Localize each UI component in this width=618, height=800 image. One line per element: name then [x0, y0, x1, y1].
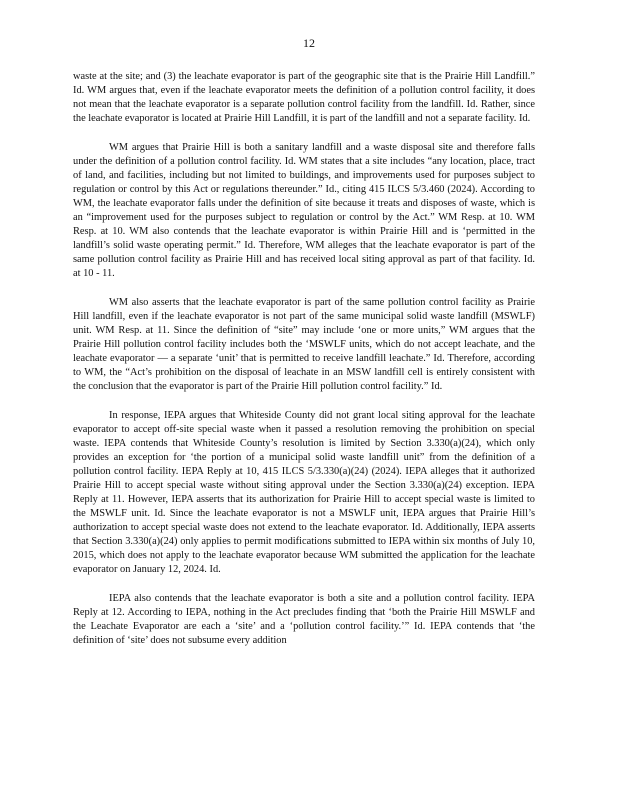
paragraph-5: IEPA also contends that the leachate evaporator is both a site and a pollution control facility. IEPA Reply at 12. According to IEPA, nothing in the Act precludes finding that ‘both the Prairie Hill MSWLF and the Leachate Evaporator are each a ‘site’ and a ‘pollution control facility.’” Id. IEPA contends that ‘the definition of ‘site’ does not subsume every addition: [73, 593, 535, 646]
paragraph-4: In response, IEPA argues that Whiteside County did not grant local siting approval for the leachate evaporator to accept off-site special waste when it passed a resolution removing the prohibition on special waste. IEPA contends that Whiteside County’s resolution is limited by Section 3.330(a)(24), which only provides an exception for ‘the portion of a municipal solid waste landfill unit” from the definition of a pollution control facility. IEPA Reply at 10, 415 ILCS 5/3.330(a)(24) (2024). IEPA alleges that it authorized Prairie Hill to accept special waste without siting approval under the Section 3.330(a)(24) exception. IEPA Reply at 11. However, IEPA asserts that its authorization for Prairie Hill to accept special waste is limited to the MSWLF unit. Id. Since the leachate evaporator is not a MSWLF unit, IEPA argues that Prairie Hill’s authorization to accept special waste does not extend to the leachate evaporator. Id. Additionally, IEPA asserts that Section 3.330(a)(24) only applies to permit modifications submitted to IEPA within six months of July 10, 2015, which does not apply to the leachate evaporator because WM submitted the application for the leachate evaporator on January 12, 2024. Id.: [73, 410, 535, 575]
page-number: 12: [303, 36, 315, 50]
paragraph-2: WM argues that Prairie Hill is both a sanitary landfill and a waste disposal site and therefore falls under the definition of a pollution control facility. Id. WM states that a site includes “any location, place, tract of land, and facilities, including but not limited to buildings, and improvements used for purposes subject to regulation or control by this Act or regulations thereunder.” Id., citing 415 ILCS 5/3.460 (2024). According to WM, the leachate evaporator falls under the definition of site because it treats and disposes of waste, which is an “improvement used for the purposes subject to regulation or control by the Act.” WM Resp. at 10. WM Resp. at 10. WM also contends that the leachate evaporator is within Prairie Hill and is ‘permitted in the landfill’s solid waste operating permit.” Id. Therefore, WM alleges that the leachate evaporator is part of the same pollution control facility as Prairie Hill and has received local siting approval as part of that facility. Id. at 10 - 11.: [73, 142, 535, 279]
body-text: [73, 70, 535, 648]
paragraph-1: waste at the site; and (3) the leachate evaporator is part of the geographic site that is the Prairie Hill Landfill.” Id. WM argues that, even if the leachate evaporator meets the definition of a pollution control facility, it does not mean that the leachate evaporator is a separate pollution control facility from the landfill. Id. Rather, since the leachate evaporator is located at Prairie Hill Landfill, it is part of the landfill and not a separate facility. Id.: [73, 71, 535, 124]
paragraph-3: WM also asserts that the leachate evaporator is part of the same pollution control facility as Prairie Hill landfill, even if the leachate evaporator is not part of the same municipal solid waste landfill (MSWLF) unit. WM Resp. at 11. Since the definition of “site” may include ‘one or more units,” WM argues that the Prairie Hill pollution control facility includes both the ‘MSWLF units, which do not accept leachate, and the leachate evaporator — a separate ‘unit’ that is permitted to receive landfill leachate.” Id. Therefore, according to WM, the “Act’s prohibition on the disposal of leachate in an MSW landfill cell is entirely consistent with the conclusion that the evaporator is part of the Prairie Hill pollution control facility.” Id.: [73, 297, 535, 392]
